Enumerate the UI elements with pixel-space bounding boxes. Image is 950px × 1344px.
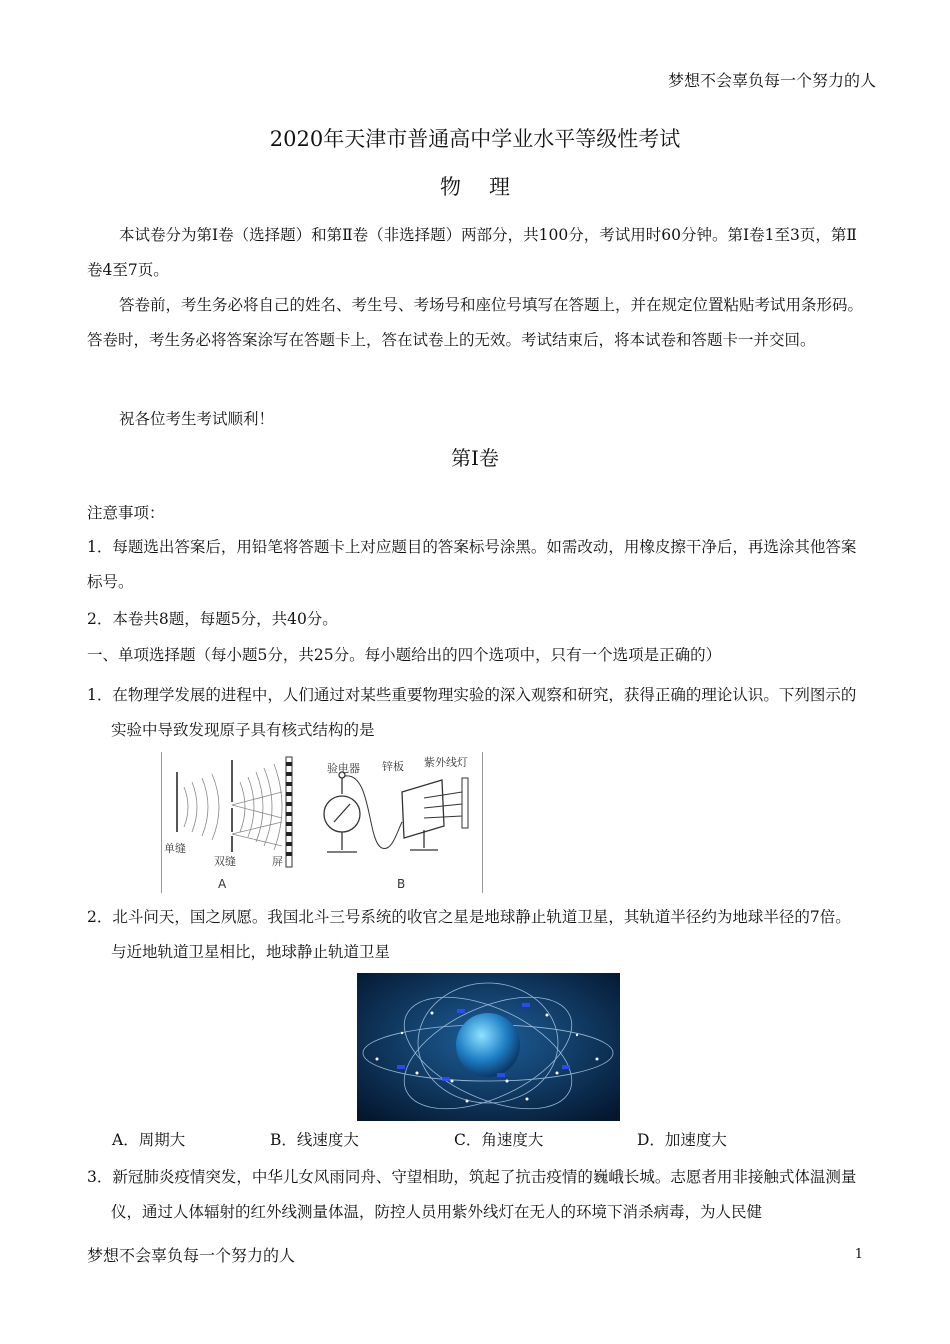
- notes-heading: 注意事项：: [87, 504, 165, 522]
- page-number: 1: [854, 1247, 863, 1262]
- intro-paragraph-2: 答卷前，考生务必将自己的姓名、考生号、考场号和座位号填写在答题上，并在规定位置粘贴考试用条形码。答卷时，考生务必将答案涂写在答题卡上，答在试卷上的无效。考试结束后，将本试卷和答题卡一并交回。: [87, 296, 864, 349]
- footer-motto: 梦想不会辜负每一个努力的人: [87, 1246, 296, 1265]
- question-3: 3．新冠肺炎疫情突发，中华儿女风雨同舟、守望相助，筑起了抗击疫情的巍峨长城。志愿者用非接触式体温测量仪，通过人体辐射的红外线测量体温，防控人员用紫外线灯在无人的环境下消杀病毒，为人民健: [87, 1168, 857, 1221]
- label-double-slit: 双缝: [214, 855, 236, 868]
- interference-screen: [286, 757, 292, 867]
- label-single-slit: 单缝: [164, 842, 186, 855]
- label-uv-lamp: 紫外线灯: [424, 756, 468, 769]
- q2-option-b: B．线速度大: [270, 1131, 359, 1149]
- part-title: 第Ⅰ卷: [451, 446, 499, 470]
- uv-lamp: [462, 778, 468, 828]
- electroscope: [324, 772, 360, 852]
- satellite-orbit-illustration: [357, 973, 620, 1121]
- experiment-diagram: [162, 752, 482, 893]
- exam-title: 2020年天津市普通高中学业水平等级性考试: [269, 127, 681, 151]
- intro-paragraph-1: 本试卷分为第Ⅰ卷（选择题）和第Ⅱ卷（非选择题）两部分，共100分，考试用时60分钟。第Ⅰ卷1至3页，第Ⅱ卷4至7页。: [87, 226, 857, 279]
- label-electroscope: 验电器: [327, 762, 360, 775]
- zinc-plate: [402, 780, 444, 850]
- wish-text: 祝各位考生考试顺利！: [119, 410, 275, 428]
- label-a: A: [218, 877, 227, 891]
- question-1: 1．在物理学发展的进程中，人们通过对某些重要物理实验的深入观察和研究，获得正确的理论认识。下列图示的实验中导致发现原子具有核式结构的是: [87, 686, 857, 739]
- question-1-figure: [161, 752, 483, 893]
- beidou-satellite-image: [357, 973, 620, 1121]
- q2-option-a: A．周期大: [112, 1131, 186, 1149]
- section-heading: 一、单项选择题（每小题5分，共25分。每小题给出的四个选项中，只有一个选项是正确的）: [87, 646, 722, 664]
- label-screen: 屏: [272, 855, 283, 868]
- subject-title: 物理: [440, 175, 538, 199]
- earth-globe: [456, 1013, 520, 1077]
- q2-option-d: D．加速度大: [637, 1131, 727, 1149]
- connecting-wire: [345, 776, 402, 849]
- label-b: B: [397, 877, 406, 891]
- header-motto: 梦想不会辜负每一个努力的人: [667, 71, 876, 90]
- double-slit-apparatus: [177, 760, 232, 852]
- label-zinc-plate: 锌板: [382, 760, 404, 773]
- question-2: 2．北斗问天，国之夙愿。我国北斗三号系统的收官之星是地球静止轨道卫星，其轨道半径约为地球半径的7倍。与近地轨道卫星相比，地球静止轨道卫星: [87, 908, 851, 961]
- note-2: 2．本卷共8题，每题5分，共40分。: [87, 610, 338, 628]
- q2-option-c: C．角速度大: [454, 1131, 544, 1149]
- note-1: 1．每题选出答案后，用铅笔将答题卡上对应题目的答案标号涂黑。如需改动，用橡皮擦干净后，再选涂其他答案标号。: [87, 538, 857, 591]
